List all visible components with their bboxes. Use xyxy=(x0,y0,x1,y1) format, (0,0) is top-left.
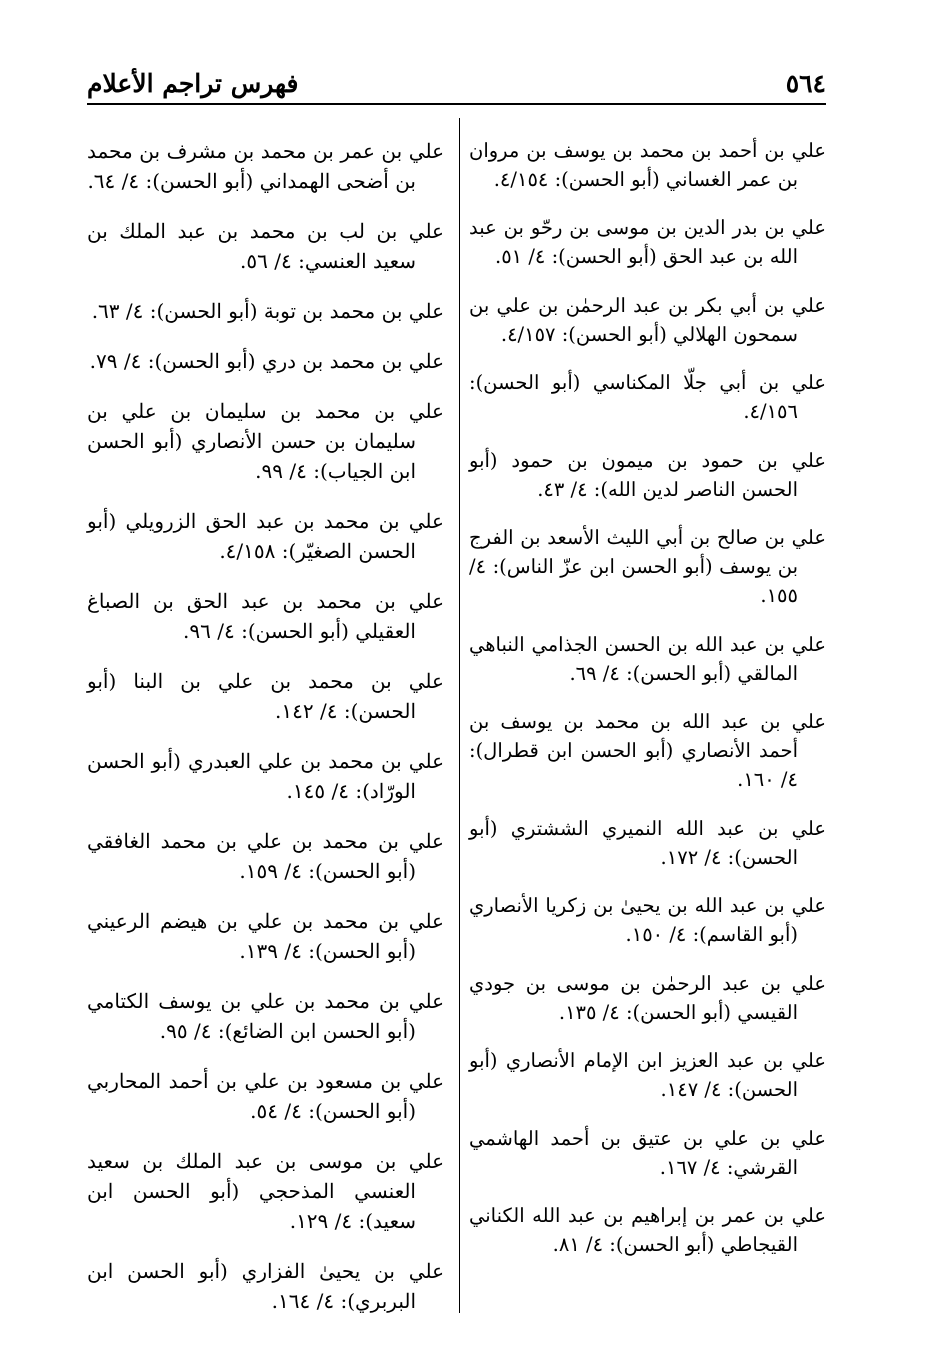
index-entry: علي بن عبد العزيز ابن الإمام الأنصاري (أبو الحسن): ٤/ ١٤٧. xyxy=(469,1049,826,1101)
index-entry: علي بن محمد بن توبة (أبو الحسن): ٤/ ٦٣. xyxy=(91,299,444,323)
index-entry: علي بن أبي جلّا المكناسي (أبو الحسن): ٤/١٥٦. xyxy=(469,371,826,423)
page-number: ٥٦٤ xyxy=(785,69,826,98)
header-rule xyxy=(87,103,826,105)
column-divider xyxy=(459,118,460,1313)
index-entry: علي بن عبد الله بن محمد بن يوسف بن أحمد الأنصاري (أبو الحسن ابن قطرال): ٤/ ١٦٠. xyxy=(469,710,826,791)
index-entry: علي بن محمد بن دري (أبو الحسن): ٤/ ٧٩. xyxy=(89,349,444,373)
index-entry: علي بن صالح بن أبي الليث الأسعد بن الفرج بن يوسف (أبو الحسن ابن عزّ الناس): ٤/ ١٥٥. xyxy=(469,526,826,607)
index-entry: علي بن علي بن عتيق بن أحمد الهاشمي القرشي: ٤/ ١٦٧. xyxy=(469,1126,826,1179)
index-entry: علي بن عبد الله بن يحيىٰ بن زكريا الأنصاري (أبو القاسم): ٤/ ١٥٠. xyxy=(469,894,826,946)
index-entry: علي بن عبد الله النميري الششتري (أبو الحسن): ٤/ ١٧٢. xyxy=(469,816,826,869)
index-entry: علي بن بدر الدين بن موسى بن رحّو بن عبد الله بن عبد الحق (أبو الحسن): ٤/ ٥١. xyxy=(469,216,826,268)
index-entry: علي بن محمد بن علي بن هيضم الرعيني (أبو الحسن): ٤/ ١٣٩. xyxy=(87,909,444,963)
index-entry: علي بن مسعود بن علي بن أحمد المحاربي (أبو الحسن): ٤/ ٥٤. xyxy=(87,1069,444,1123)
left-column xyxy=(87,116,444,1322)
index-entry: علي بن محمد بن علي بن محمد الغافقي (أبو الحسن): ٤/ ١٥٩. xyxy=(87,829,444,883)
index-entry: علي بن محمد بن علي بن يوسف الكتامي (أبو الحسن ابن الضائع): ٤/ ٩٥. xyxy=(87,989,444,1043)
index-entry: علي بن محمد بن سليمان بن علي بن سليمان بن حسن الأنصاري (أبو الحسن ابن الجياب): ٤/ ٩٩. xyxy=(87,399,444,483)
index-entry: علي بن عمر بن إبراهيم بن عبد الله الكناني القيجاطي (أبو الحسن): ٤/ ٨١. xyxy=(469,1204,826,1256)
right-column xyxy=(469,116,826,1265)
running-head xyxy=(87,64,826,98)
index-entry: علي بن محمد بن علي العبدري (أبو الحسن الورّاد): ٤/ ١٤٥. xyxy=(87,749,444,803)
index-entry: علي بن محمد بن علي بن البنا (أبو الحسن): ٤/ ١٤٢. xyxy=(87,669,444,723)
index-entry: علي بن موسى بن عبد الملك بن سعيد العنسي المذحجي (أبو الحسن ابن سعيد): ٤/ ١٢٩. xyxy=(87,1149,444,1233)
running-title: فهرس تراجم الأعلام xyxy=(87,69,299,98)
index-entry: علي بن عبد الله بن الحسن الجذامي النباهي المالقي (أبو الحسن): ٤/ ٦٩. xyxy=(469,632,826,685)
index-entry: علي بن أبي بكر بن عبد الرحمٰن بن علي بن سمحون الهلالي (أبو الحسن): ٤/١٥٧. xyxy=(469,293,826,346)
index-entry: علي بن حمود بن ميمون بن حمود (أبو الحسن الناصر لدين الله): ٤/ ٤٣. xyxy=(469,448,826,501)
index-entry: علي بن أحمد بن محمد بن يوسف بن مروان بن عمر الغساني (أبو الحسن): ٤/١٥٤. xyxy=(469,138,826,191)
index-entry: علي بن محمد بن عبد الحق بن الصباغ العقيلي (أبو الحسن): ٤/ ٩٦. xyxy=(87,589,445,643)
index-entry: علي بن يحيىٰ الفزاري (أبو الحسن ابن البربري): ٤/ ١٦٤. xyxy=(87,1259,444,1313)
index-entry: علي بن عبد الرحمٰن بن موسى بن جودي القيسي (أبو الحسن): ٤/ ١٣٥. xyxy=(469,971,826,1024)
index-entry: علي بن عمر بن محمد بن مشرف بن محمد بن أضحى الهمداني (أبو الحسن): ٤/ ٦٤. xyxy=(87,139,444,193)
index-entry: علي بن لب بن محمد بن عبد الملك بن سعيد العنسي: ٤/ ٥٦. xyxy=(87,219,444,273)
index-entry: علي بن محمد بن عبد الحق الزرويلي (أبو الحسن الصغيّر): ٤/١٥٨. xyxy=(87,509,444,563)
